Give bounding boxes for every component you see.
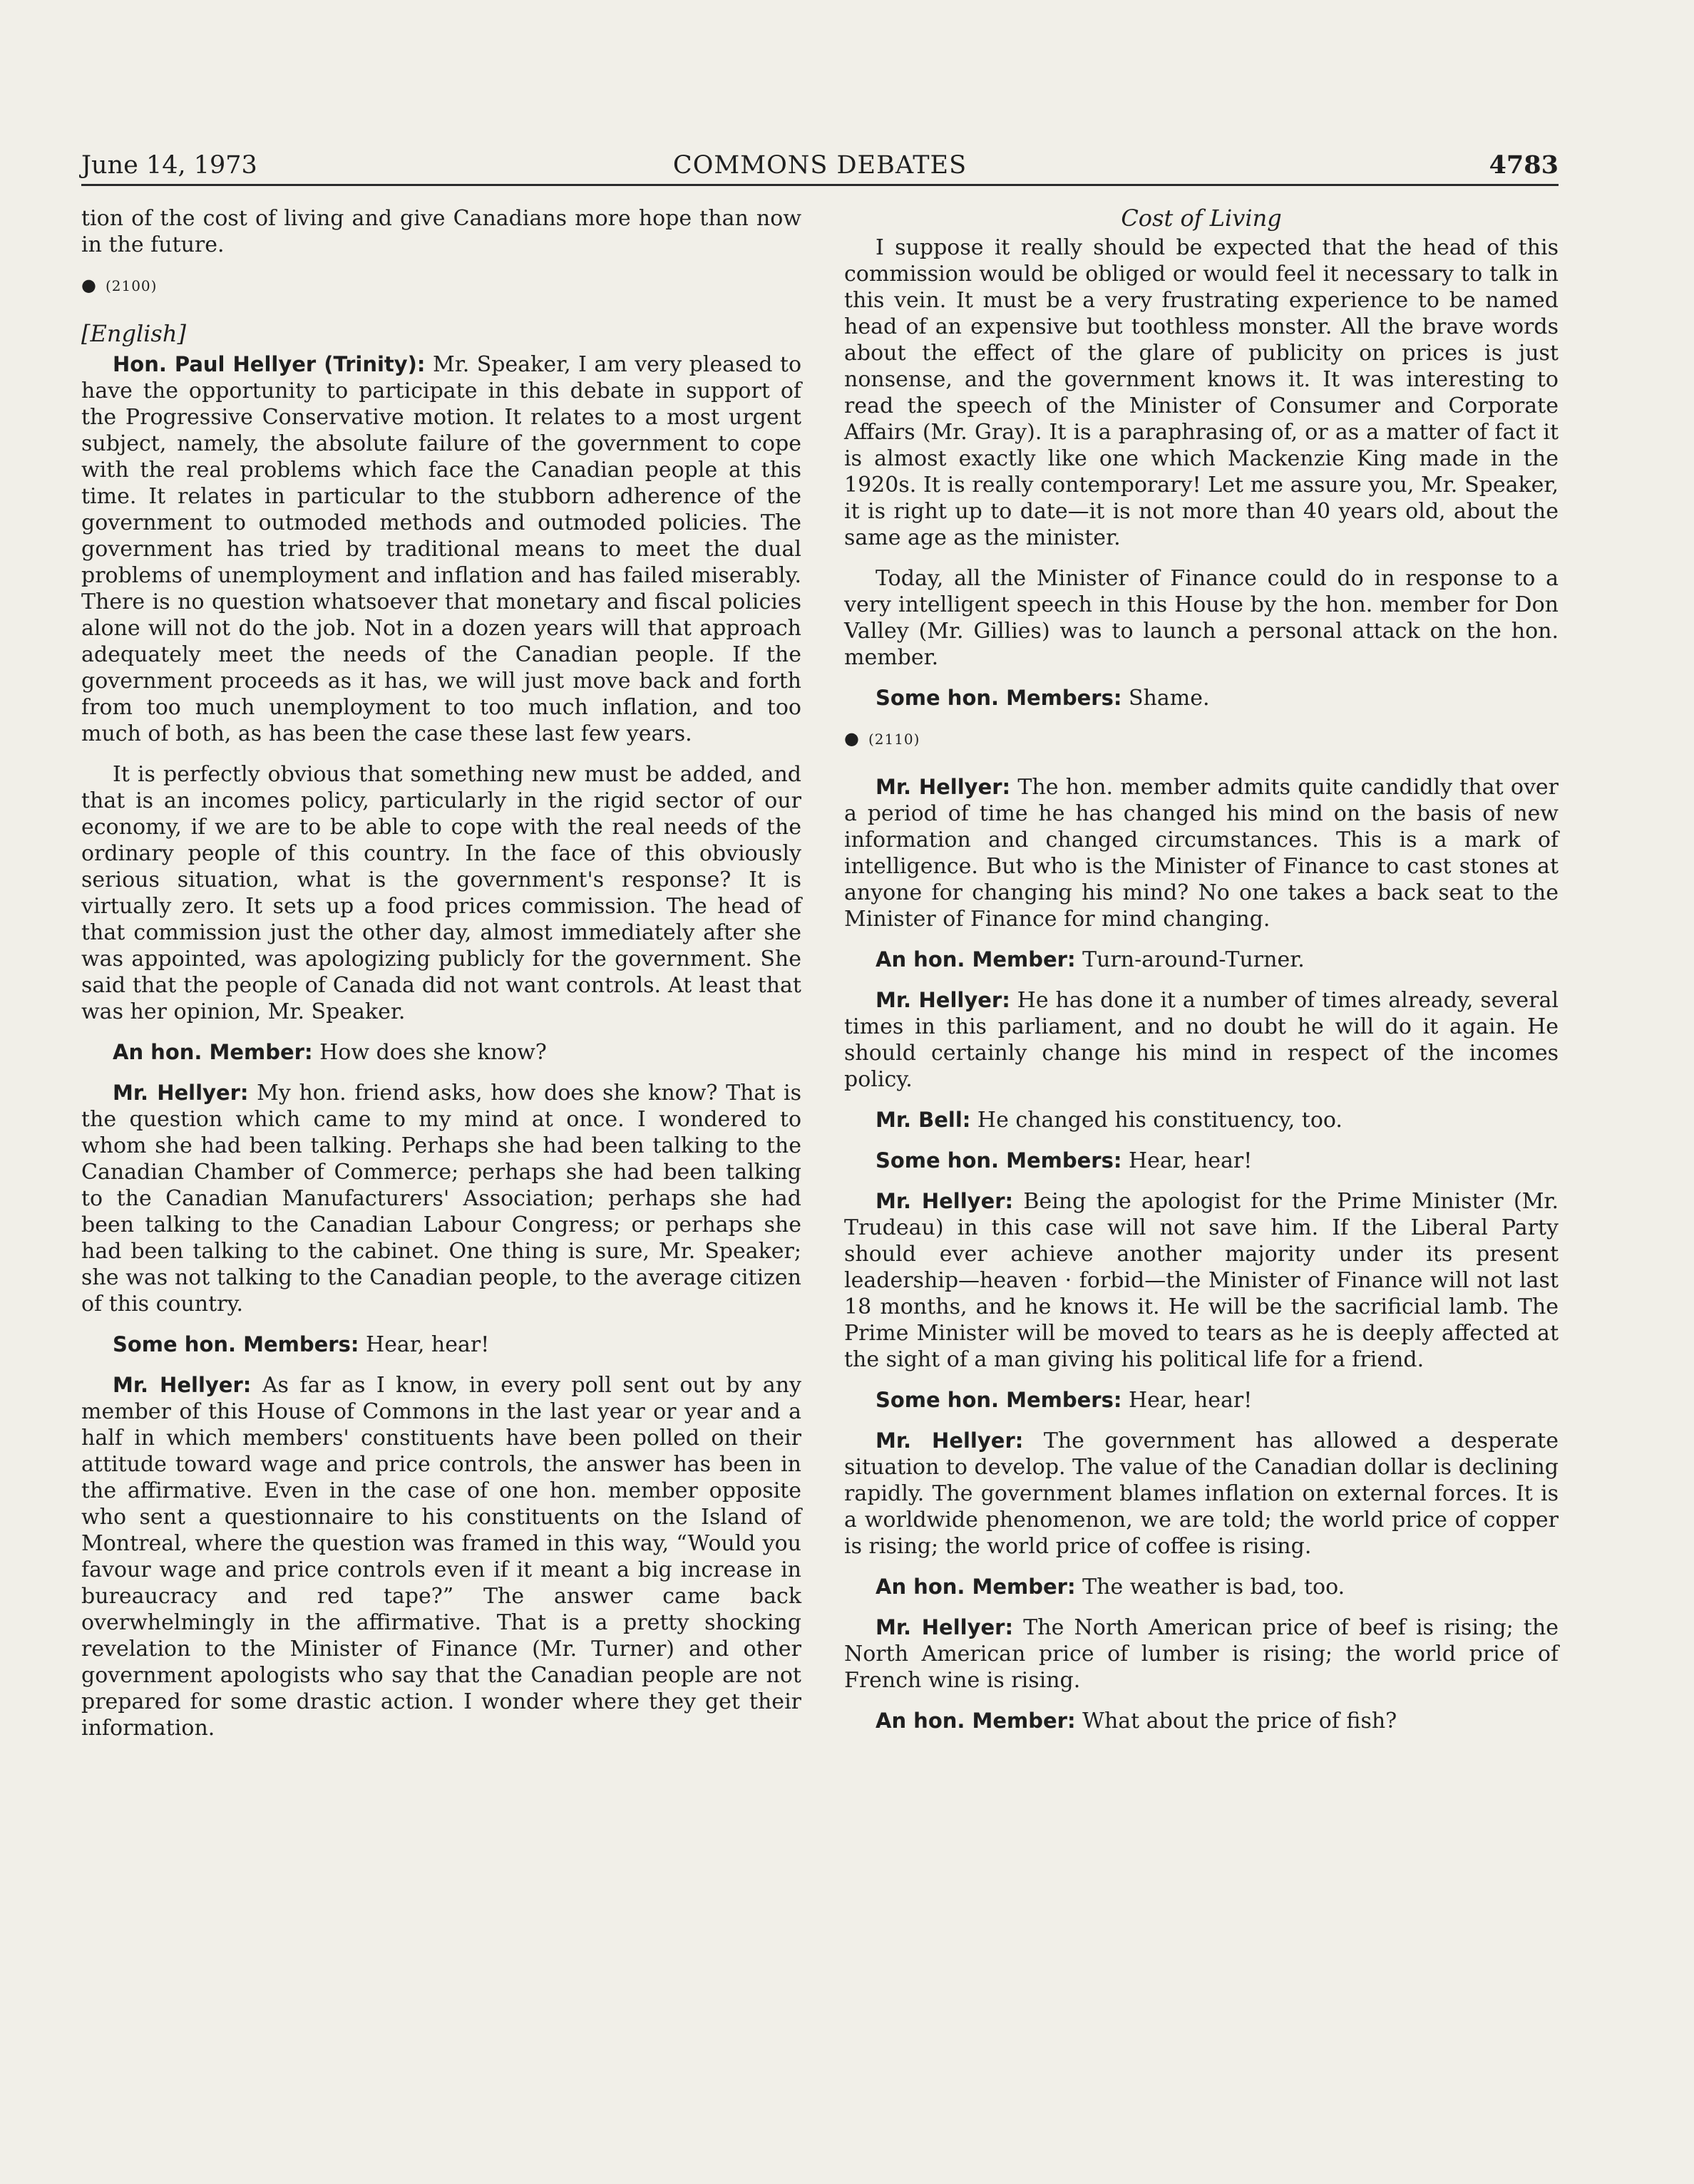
speaker-name: Mr. Hellyer: (876, 1615, 1014, 1639)
speech-paragraph (844, 1708, 1559, 1734)
speaker-name: Hon. Paul Hellyer (Trinity): (113, 352, 426, 376)
speech-text: The government has allowed a desperate situation to develop. The value of the Canadian dollar is declining rapidly. The government blames inflation on external forces. It is a worldwide phenomenon, we are told; the world price of copper is rising; the world price of coffee is rising. (844, 1428, 1559, 1559)
speech-paragraph (81, 1080, 801, 1317)
speech-text: Mr. Speaker, I am very pleased to have the opportunity to participate in this debate in support of the Progressive Conservative motion. It relates to a most urgent subject, namely, the absolute failure of the government to cope with the real problems which face the Canadian people at this time. It relates in particular to the stubborn adherence of the government to outmoded methods and outmoded policies. The government has tried by traditional means to meet the dual problems of unemployment and inflation and has failed miserably. There is no question whatsoever that monetary and fiscal policies alone will not do the job. Not in a dozen years will that approach adequately meet the needs of the Canadian people. If the government proceeds as it has, we will just move back and forth from too much unemployment to too much inflation, and too much of both, as has been the case these last few years. (81, 352, 802, 746)
bullet-dot-icon: ● (844, 728, 860, 748)
paragraph: Today, all the Minister of Finance could do in response to a very intelligent speech in this House by the hon. member for Don Valley (Mr. Gillies) was to launch a personal attack on the hon. member. (844, 566, 1559, 670)
publication-title: COMMONS DEBATES (672, 151, 967, 180)
speaker-name: An hon. Member: (113, 1040, 313, 1064)
speaker-name: Some hon. Members: (876, 1148, 1122, 1173)
speech-text: Being the apologist for the Prime Minister (Mr. Trudeau) in this case will not save him. If the Liberal Party should ever achieve another majority under its present leadership—heaven · forbid—the Minister of Finance will not last 18 months, and he knows it. He will be the sacrificial lamb. The Prime Minister will be moved to tears as he is deeply affected at the sight of a man giving his political life for a friend. (844, 1189, 1559, 1372)
speech-text: My hon. friend asks, how does she know? That is the question which came to my mind at once. I wondered to whom she had been talking. Perhaps she had been talking to the Canadian Chamber of Commerce; perhaps she had been talking to the Canadian Manufacturers' Association; perhaps she had been talking to the Canadian Labour Congress; or perhaps she had been talking to the cabinet. One thing is sure, Mr. Speaker; she was not talking to the Canadian people, to the average citizen of this country. (81, 1081, 801, 1317)
left-column (81, 205, 801, 1756)
speech-paragraph (844, 947, 1559, 973)
speaker-name: Mr. Hellyer: (113, 1081, 249, 1105)
paragraph: I suppose it really should be expected that the head of this commission would be obliged or would feel it necessary to talk in this vein. It must be a very frustrating experience to be named head of an expensive but toothless monster. All the brave words about the effect of the glare of publicity on prices is just nonsense, and the government knows it. It was interesting to read the speech of the Minister of Consumer and Corporate Affairs (Mr. Gray). It is a paraphrasing of, or as a matter of fact it is almost exactly like one which Mackenzie King made in the 1920s. It is really contemporary! Let me assure you, Mr. Speaker, it is right up to date—it is not more than 40 years old, about the same age as the minister. (844, 235, 1559, 550)
time-marker: ● (2110) (844, 728, 920, 748)
speech-text: Hear, hear! (359, 1332, 490, 1357)
speech-paragraph (81, 1372, 801, 1741)
speech-paragraph (844, 1107, 1559, 1133)
speaker-name: Mr. Hellyer: (876, 1189, 1014, 1213)
speech-text: The weather is bad, too. (1075, 1575, 1345, 1600)
page-number: 4783 (1489, 150, 1559, 180)
speech-paragraph (844, 1148, 1559, 1174)
speaker-name: Some hon. Members: (113, 1332, 359, 1356)
speech-text: What about the price of fish? (1075, 1709, 1397, 1734)
speaker-name: Some hon. Members: (876, 1388, 1122, 1412)
speaker-name: Some hon. Members: (876, 686, 1122, 710)
speech-paragraph (844, 1428, 1559, 1560)
speech-paragraph (81, 1331, 801, 1358)
speech-text: The hon. member admits quite candidly that over a period of time he has changed his mind on the basis of new information and changed circumstances. This is a mark of intelligence. But who is the Minister of Finance to cast stones at anyone for changing his mind? No one takes a back seat to the Minister of Finance for mind changing. (844, 775, 1559, 932)
paragraph: It is perfectly obvious that something new must be added, and that is an incomes policy, particularly in the rigid sector of our economy, if we are to be able to cope with the real needs of the ordinary people of this country. In the face of this obviously serious situation, what is the government's response? It is virtually zero. It sets up a food prices commission. The head of that commission just the other day, almost immediately after she was appointed, was apologizing publicly for the government. She said that the people of Canada did not want controls. At least that was her opinion, Mr. Speaker. (81, 762, 801, 1024)
speech-text: Hear, hear! (1121, 1388, 1253, 1413)
bullet-dot-icon: ● (81, 275, 97, 295)
speaker-name: Mr. Bell: (876, 1108, 971, 1132)
speech-paragraph (81, 1039, 801, 1066)
page-date: June 14, 1973 (81, 151, 257, 180)
speech-paragraph (81, 351, 801, 747)
speech-text: He has done it a number of times already, several times in this parliament, and no doubt he will do it again. He should certainly change his mind in respect of the incomes policy. (844, 988, 1559, 1092)
speech-text: Hear, hear! (1121, 1148, 1253, 1173)
speech-text: How does she know? (312, 1040, 547, 1065)
speech-paragraph (844, 1188, 1559, 1373)
speech-paragraph (844, 987, 1559, 1093)
speaker-name: An hon. Member: (876, 1575, 1076, 1599)
speech-text: The North American price of beef is rising; the North American price of lumber is rising; the world price of French wine is rising. (844, 1615, 1559, 1693)
speech-text: Turn-around-Turner. (1075, 947, 1305, 972)
speaker-name: Mr. Hellyer: (876, 988, 1010, 1012)
speech-paragraph (844, 774, 1559, 932)
speaker-name: An hon. Member: (876, 1709, 1076, 1733)
speaker-name: An hon. Member: (876, 947, 1076, 972)
language-label: [English] (81, 320, 186, 347)
speech-text: As far as I know, in every poll sent out by any member of this House of Commons in the last year or year and a half in which members' constituents have been polled on their attitude toward wage and price controls, the answer has been in the affirmative. Even in the case of one hon. member opposite who sent a questionnaire to his constituents on the Island of Montreal, where the question was framed in this way, “Would you favour wage and price controls even if it meant a big increase in bureaucracy and red tape?” The answer came back overwhelmingly in the affirmative. That is a pretty shocking revelation to the Minister of Finance (Mr. Turner) and other government apologists who say that the Canadian people are not prepared for some drastic action. I wonder where they get their information. (81, 1373, 801, 1741)
speech-paragraph (844, 1574, 1559, 1600)
speaker-name: Mr. Hellyer: (113, 1373, 252, 1397)
speech-paragraph (844, 1614, 1559, 1694)
page-header (81, 148, 1559, 186)
speaker-name: Mr. Hellyer: (876, 1428, 1024, 1453)
speech-text: He changed his constituency, too. (970, 1108, 1343, 1133)
paragraph: tion of the cost of living and give Canadians more hope than now in the future. (81, 206, 801, 257)
right-column (844, 205, 1559, 1748)
section-heading: Cost of Living (1121, 205, 1282, 232)
speech-text: Shame. (1121, 686, 1210, 711)
speaker-name: Mr. Hellyer: (876, 775, 1011, 799)
time-marker: ● (2100) (81, 275, 158, 295)
speech-paragraph (844, 685, 1559, 711)
speech-paragraph (844, 1387, 1559, 1413)
